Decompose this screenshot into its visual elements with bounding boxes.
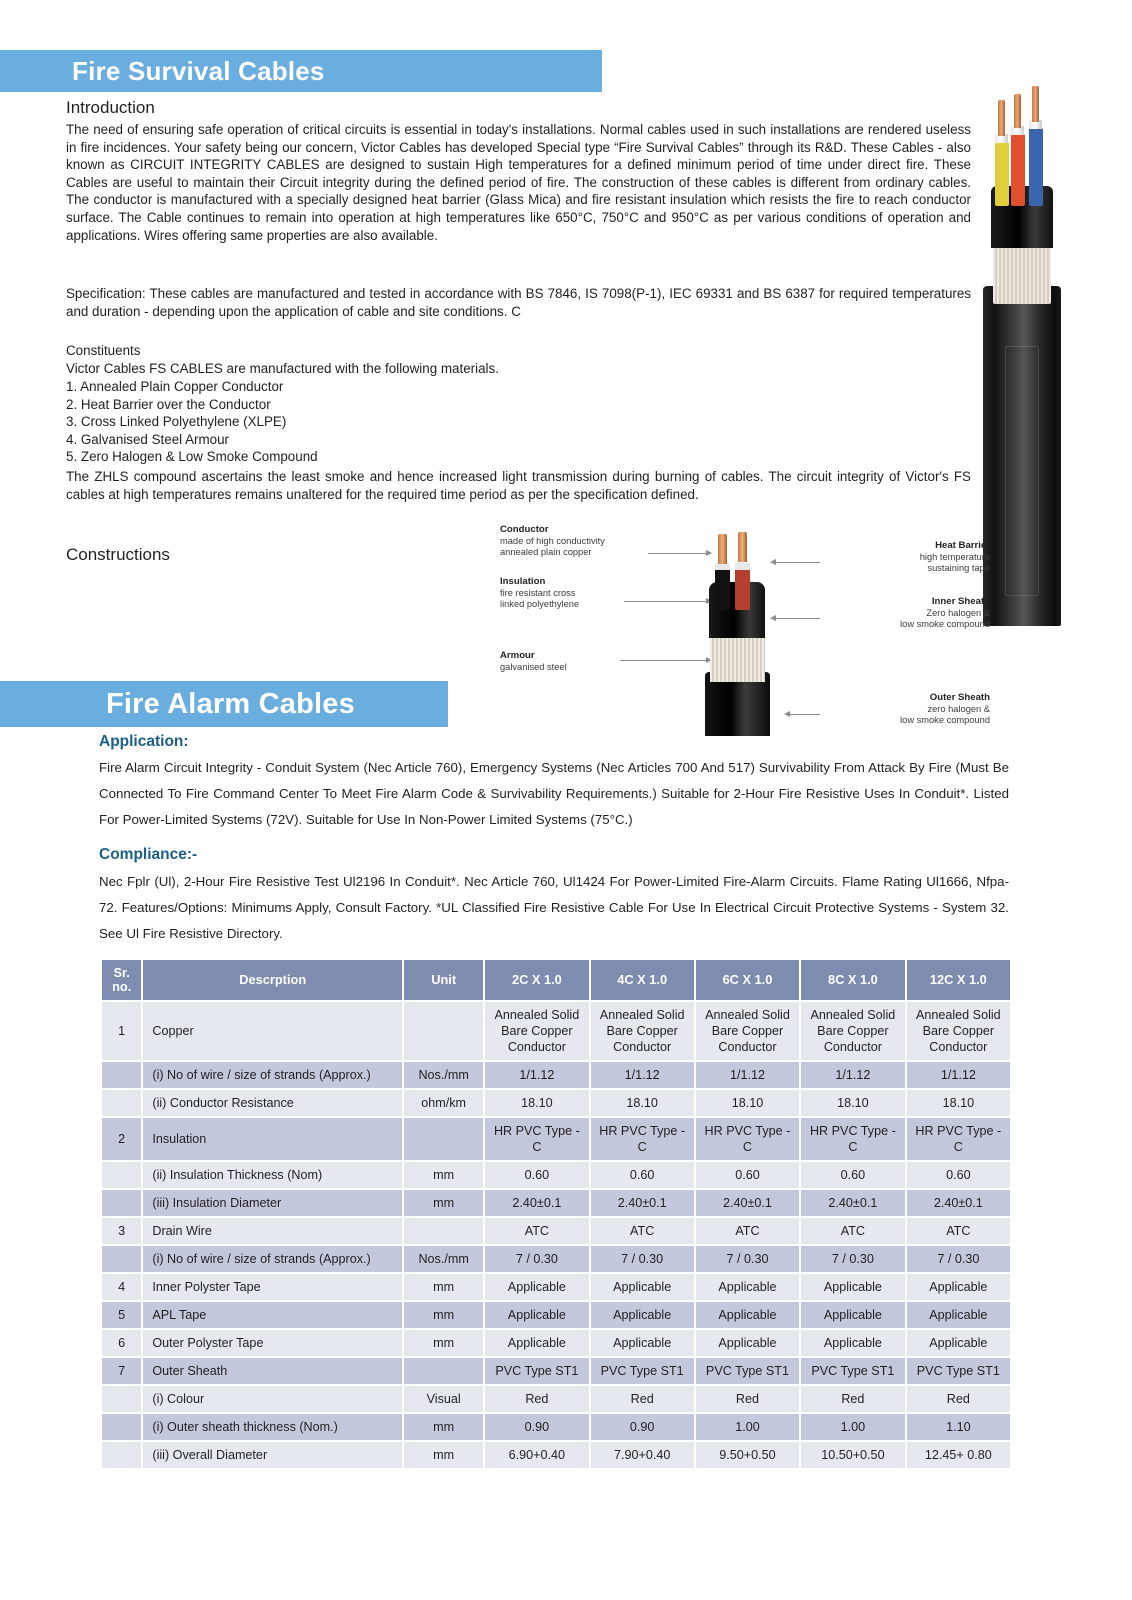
table-cell-value: Applicable: [484, 1329, 589, 1357]
table-cell-description: APL Tape: [142, 1301, 403, 1329]
table-cell-unit: Visual: [403, 1385, 484, 1413]
diagram-conductor-right: [738, 532, 747, 562]
table-cell-value: Applicable: [695, 1301, 800, 1329]
table-cell-value: PVC Type ST1: [484, 1357, 589, 1385]
table-cell-value: 12.45+ 0.80: [906, 1441, 1011, 1469]
table-cell-value: 0.90: [484, 1413, 589, 1441]
application-heading: Application:: [99, 733, 189, 750]
constituents-subtitle: Victor Cables FS CABLES are manufactured with the following materials.: [66, 361, 499, 376]
leader-line-heat-barrier: [776, 562, 820, 563]
introduction-heading: Introduction: [66, 98, 155, 117]
table-cell-value: ATC: [906, 1217, 1011, 1245]
diagram-label-insulation-line2: linked polyethylene: [500, 599, 580, 610]
cable-core-blue: [1029, 128, 1043, 206]
diagram-label-armour-title: Armour: [500, 650, 535, 661]
table-cell-value: 7 / 0.30: [590, 1245, 695, 1273]
diagram-label-outer-sheath-title: Outer Sheath: [929, 692, 990, 703]
table-cell-description: (ii) Insulation Thickness (Nom): [142, 1161, 403, 1189]
table-cell-value: 1/1.12: [590, 1061, 695, 1089]
diagram-label-conductor-line1: made of high conductivity: [500, 535, 605, 546]
table-cell-value: 18.10: [906, 1089, 1011, 1117]
table-row: [101, 1245, 1011, 1273]
table-header-12c: 12C X 1.0: [906, 959, 1011, 1001]
table-row: [101, 1089, 1011, 1117]
compliance-heading: Compliance:-: [99, 846, 198, 863]
fire-survival-banner: [0, 50, 602, 92]
diagram-label-insulation: [500, 576, 579, 611]
table-cell-value: 7 / 0.30: [800, 1245, 906, 1273]
diagram-label-insulation-title: Insulation: [500, 576, 546, 587]
leader-arrow-heat-barrier: [770, 559, 776, 565]
table-cell-value: 0.60: [590, 1161, 695, 1189]
diagram-label-heat-barrier-title: Heat Barrier: [935, 540, 990, 551]
diagram-label-outer-sheath: [820, 692, 990, 727]
table-cell-sr: 4: [101, 1273, 142, 1301]
table-cell-value: HR PVC Type - C: [695, 1117, 800, 1161]
table-row: [101, 1301, 1011, 1329]
table-cell-value: 9.50+0.50: [695, 1441, 800, 1469]
diagram-label-heat-barrier-line2: sustaining tape: [927, 563, 990, 574]
table-cell-value: 0.60: [906, 1161, 1011, 1189]
application-paragraph: Fire Alarm Circuit Integrity - Conduit System (Nec Article 760), Emergency Systems (Nec Articles 700 And 517) Survivability From Attack By Fire (Must Be Connected To Fire Command Center To Meet Fire Alarm Code & Survivability Requirements.) Suitable for 2-Hour Fire Resistive Uses In Conduit*. Listed For Power-Limited Systems (72V). Suitable for Use In Non-Power Limited Systems (75°C.): [99, 760, 1009, 827]
table-cell-value: 18.10: [590, 1089, 695, 1117]
list-item: 4. Galvanised Steel Armour: [66, 431, 230, 447]
table-row: [101, 1413, 1011, 1441]
table-header-6c: 6C X 1.0: [695, 959, 800, 1001]
table-cell-value: 7 / 0.30: [906, 1245, 1011, 1273]
table-cell-value: Applicable: [695, 1329, 800, 1357]
diagram-label-inner-sheath-line1: Zero halogen &: [926, 607, 990, 618]
table-row: [101, 1117, 1011, 1161]
diagram-label-inner-sheath: [820, 596, 990, 631]
table-cell-value: HR PVC Type - C: [484, 1117, 589, 1161]
table-header-2c: 2C X 1.0: [484, 959, 589, 1001]
table-cell-value: 2.40±0.1: [484, 1189, 589, 1217]
table-cell-description: Copper: [142, 1001, 403, 1061]
constructions-heading: Constructions: [66, 545, 170, 564]
table-cell-sr: [101, 1189, 142, 1217]
fire-survival-cable-photo: [983, 86, 1061, 626]
diagram-label-armour-line1: galvanised steel: [500, 661, 567, 672]
table-cell-value: ATC: [590, 1217, 695, 1245]
diagram-core-black-tape: [715, 563, 730, 570]
table-cell-value: PVC Type ST1: [906, 1357, 1011, 1385]
diagram-cable-illustration: [705, 546, 770, 736]
diagram-label-outer-sheath-line2: low smoke compound: [900, 715, 990, 726]
table-cell-description: Drain Wire: [142, 1217, 403, 1245]
leader-line-outer-sheath: [790, 714, 820, 715]
diagram-core-black-insulation: [715, 568, 730, 610]
table-cell-sr: [101, 1245, 142, 1273]
table-cell-sr: 3: [101, 1217, 142, 1245]
cable-conductor-yellow: [998, 100, 1005, 136]
table-cell-value: Red: [800, 1385, 906, 1413]
table-cell-sr: [101, 1441, 142, 1469]
table-cell-value: Applicable: [484, 1273, 589, 1301]
table-cell-value: 1.00: [695, 1413, 800, 1441]
table-row: [101, 1441, 1011, 1469]
table-cell-value: 1/1.12: [695, 1061, 800, 1089]
table-cell-description: (iii) Insulation Diameter: [142, 1189, 403, 1217]
table-cell-value: 2.40±0.1: [695, 1189, 800, 1217]
table-cell-sr: [101, 1161, 142, 1189]
diagram-label-heat-barrier-line1: high temperature: [919, 551, 990, 562]
specification-table: [100, 958, 1012, 1470]
diagram-label-conductor-title: Conductor: [500, 524, 549, 535]
table-cell-value: Annealed Solid Bare Copper Conductor: [590, 1001, 695, 1061]
table-cell-value: PVC Type ST1: [800, 1357, 906, 1385]
table-cell-description: Inner Polyster Tape: [142, 1273, 403, 1301]
table-cell-value: Annealed Solid Bare Copper Conductor: [484, 1001, 589, 1061]
leader-line-insulation: [624, 601, 706, 602]
leader-line-conductor: [648, 553, 706, 554]
table-header-4c: 4C X 1.0: [590, 959, 695, 1001]
cable-construction-diagram: [500, 520, 990, 735]
table-cell-unit: mm: [403, 1441, 484, 1469]
leader-arrow-outer-sheath: [784, 711, 790, 717]
diagram-label-outer-sheath-line1: zero halogen &: [927, 703, 990, 714]
table-cell-value: 0.60: [695, 1161, 800, 1189]
diagram-label-inner-sheath-line2: low smoke compound: [900, 619, 990, 630]
table-cell-unit: ohm/km: [403, 1089, 484, 1117]
table-cell-value: 0.60: [800, 1161, 906, 1189]
table-cell-unit: Nos./mm: [403, 1061, 484, 1089]
table-cell-description: (iii) Overall Diameter: [142, 1441, 403, 1469]
constituents-list: [66, 378, 971, 466]
table-row: [101, 1001, 1011, 1061]
table-cell-value: Applicable: [800, 1301, 906, 1329]
table-row: [101, 1161, 1011, 1189]
cable-core-yellow: [995, 142, 1009, 206]
table-cell-value: 7 / 0.30: [695, 1245, 800, 1273]
table-cell-value: 10.50+0.50: [800, 1441, 906, 1469]
table-cell-value: HR PVC Type - C: [590, 1117, 695, 1161]
constituents-heading: Constituents: [66, 343, 141, 358]
list-item: 2. Heat Barrier over the Conductor: [66, 396, 271, 412]
table-cell-unit: mm: [403, 1301, 484, 1329]
table-cell-value: 1/1.12: [484, 1061, 589, 1089]
diagram-label-inner-sheath-title: Inner Sheath: [931, 596, 990, 607]
table-cell-value: 2.40±0.1: [906, 1189, 1011, 1217]
table-cell-value: PVC Type ST1: [590, 1357, 695, 1385]
table-cell-value: 6.90+0.40: [484, 1441, 589, 1469]
table-cell-unit: Nos./mm: [403, 1245, 484, 1273]
table-cell-value: ATC: [695, 1217, 800, 1245]
cable-conductor-red: [1014, 94, 1021, 128]
table-cell-description: (i) Colour: [142, 1385, 403, 1413]
table-cell-value: Applicable: [590, 1273, 695, 1301]
table-cell-value: Applicable: [590, 1329, 695, 1357]
fire-alarm-title: Fire Alarm Cables: [106, 687, 355, 720]
cable-sheath-print: [1005, 346, 1039, 596]
table-cell-sr: [101, 1061, 142, 1089]
table-cell-description: (i) No of wire / size of strands (Approx.): [142, 1061, 403, 1089]
table-cell-sr: 2: [101, 1117, 142, 1161]
diagram-conductor-left: [718, 534, 727, 564]
table-cell-description: (i) No of wire / size of strands (Approx.): [142, 1245, 403, 1273]
diagram-label-armour: [500, 650, 567, 673]
table-header-row: [101, 959, 1011, 1001]
table-cell-value: Red: [906, 1385, 1011, 1413]
table-cell-sr: 7: [101, 1357, 142, 1385]
table-cell-unit: [403, 1357, 484, 1385]
zhls-paragraph: The ZHLS compound ascertains the least smoke and hence increased light transmission during burning of cables. The circuit integrity of Victor's FS cables at high temperatures remains unaltered for the required time period as per the specification defined.: [66, 469, 971, 502]
table-cell-value: ATC: [484, 1217, 589, 1245]
table-cell-value: 18.10: [800, 1089, 906, 1117]
table-cell-unit: mm: [403, 1273, 484, 1301]
table-cell-unit: [403, 1001, 484, 1061]
table-cell-value: 18.10: [484, 1089, 589, 1117]
table-cell-unit: mm: [403, 1329, 484, 1357]
table-header-description: Descrption: [142, 959, 403, 1001]
table-cell-value: Annealed Solid Bare Copper Conductor: [695, 1001, 800, 1061]
table-header-8c: 8C X 1.0: [800, 959, 906, 1001]
introduction-paragraph: The need of ensuring safe operation of critical circuits is essential in today's installations. Normal cables used in such installations are rendered useless in fire incidences. Your safety being our concern, Victor Cables has developed Special type “Fire Survival Cables” through its R&D. These Cables - also known as CIRCUIT INTEGRITY CABLES are designed to sustain High temperatures for a defined minimum period of time under direct fire. These Cables are useful to maintain their Circuit integrity during the defined period of fire. The construction of these cables is different from ordinary cables. The conductor is manufactured with a specially designed heat barrier (Glass Mica) and fire resistant insulation which resists the fire to reach conductor surface. The Cable continues to remain into operation at high temperatures like 650°C, 750°C and 950°C as per various conditions of operation and applications. Wires offering same properties are also available.: [66, 122, 971, 243]
table-cell-value: Red: [695, 1385, 800, 1413]
diagram-core-red-tape: [735, 563, 750, 570]
table-cell-value: Applicable: [800, 1329, 906, 1357]
table-cell-sr: [101, 1089, 142, 1117]
compliance-paragraph: Nec Fplr (Ul), 2-Hour Fire Resistive Test Ul2196 In Conduit*. Nec Article 760, Ul1424 For Power-Limited Fire-Alarm Circuits. Flame Rating Ul1666, Nfpa-72. Features/Options: Minimums Apply, Consult Factory. *UL Classified Fire Resistive Cable For Use In Electrical Circuit Protective Systems - System 32. See Ul Fire Resistive Directory.: [99, 874, 1009, 941]
table-cell-unit: mm: [403, 1161, 484, 1189]
table-row: [101, 1385, 1011, 1413]
table-cell-value: 7.90+0.40: [590, 1441, 695, 1469]
table-cell-description: (i) Outer sheath thickness (Nom.): [142, 1413, 403, 1441]
table-cell-unit: [403, 1217, 484, 1245]
table-cell-value: HR PVC Type - C: [906, 1117, 1011, 1161]
table-cell-value: 0.60: [484, 1161, 589, 1189]
table-cell-value: Applicable: [906, 1329, 1011, 1357]
table-row: [101, 1329, 1011, 1357]
table-cell-value: 2.40±0.1: [590, 1189, 695, 1217]
fire-alarm-banner: [0, 681, 448, 727]
table-cell-value: Annealed Solid Bare Copper Conductor: [906, 1001, 1011, 1061]
table-cell-unit: [403, 1117, 484, 1161]
table-cell-unit: mm: [403, 1189, 484, 1217]
diagram-label-heat-barrier: [820, 540, 990, 575]
list-item: 1. Annealed Plain Copper Conductor: [66, 379, 284, 394]
table-cell-sr: 5: [101, 1301, 142, 1329]
fire-survival-title: Fire Survival Cables: [72, 55, 325, 86]
table-cell-value: Red: [590, 1385, 695, 1413]
table-cell-value: 1/1.12: [800, 1061, 906, 1089]
table-cell-value: HR PVC Type - C: [800, 1117, 906, 1161]
diagram-core-red-insulation: [735, 568, 750, 610]
table-cell-value: Annealed Solid Bare Copper Conductor: [800, 1001, 906, 1061]
leader-line-inner-sheath: [776, 618, 820, 619]
table-cell-value: 0.90: [590, 1413, 695, 1441]
table-cell-value: Applicable: [484, 1301, 589, 1329]
table-cell-unit: mm: [403, 1413, 484, 1441]
diagram-label-conductor: [500, 524, 605, 559]
table-cell-value: 7 / 0.30: [484, 1245, 589, 1273]
table-cell-value: PVC Type ST1: [695, 1357, 800, 1385]
table-cell-value: 1.10: [906, 1413, 1011, 1441]
table-header-sr-line1: Sr.: [113, 965, 130, 980]
table-cell-description: (ii) Conductor Resistance: [142, 1089, 403, 1117]
table-cell-description: Insulation: [142, 1117, 403, 1161]
table-header-sr-line2: no.: [112, 979, 132, 994]
leader-line-armour: [620, 660, 706, 661]
table-cell-sr: 1: [101, 1001, 142, 1061]
table-cell-sr: 6: [101, 1329, 142, 1357]
table-cell-value: Applicable: [800, 1273, 906, 1301]
cable-core-red: [1011, 134, 1025, 206]
diagram-label-conductor-line2: annealed plain copper: [500, 547, 592, 558]
table-cell-value: Applicable: [906, 1273, 1011, 1301]
table-cell-value: ATC: [800, 1217, 906, 1245]
table-cell-value: Applicable: [590, 1301, 695, 1329]
table-cell-value: 18.10: [695, 1089, 800, 1117]
table-cell-description: Outer Polyster Tape: [142, 1329, 403, 1357]
table-row: [101, 1357, 1011, 1385]
table-cell-value: Applicable: [695, 1273, 800, 1301]
table-cell-description: Outer Sheath: [142, 1357, 403, 1385]
cable-conductor-blue: [1032, 86, 1039, 122]
table-cell-value: Red: [484, 1385, 589, 1413]
table-cell-value: Applicable: [906, 1301, 1011, 1329]
leader-arrow-inner-sheath: [770, 615, 776, 621]
specification-paragraph: Specification: These cables are manufactured and tested in accordance with BS 7846, IS 7098(P-1), IEC 69331 and BS 6387 for required temperatures and duration - depending upon the application of cable and site conditions. C: [66, 286, 971, 319]
table-row: [101, 1189, 1011, 1217]
table-header-unit: Unit: [403, 959, 484, 1001]
table-cell-value: 1/1.12: [906, 1061, 1011, 1089]
table-cell-sr: [101, 1385, 142, 1413]
table-cell-value: 2.40±0.1: [800, 1189, 906, 1217]
table-row: [101, 1061, 1011, 1089]
list-item: 3. Cross Linked Polyethylene (XLPE): [66, 414, 287, 430]
list-item: 5. Zero Halogen & Low Smoke Compound: [66, 449, 318, 465]
diagram-label-insulation-line1: fire resistant cross: [500, 587, 576, 598]
table-row: [101, 1217, 1011, 1245]
table-row: [101, 1273, 1011, 1301]
table-header-sr: [101, 959, 142, 1001]
table-cell-sr: [101, 1413, 142, 1441]
table-cell-value: 1.00: [800, 1413, 906, 1441]
